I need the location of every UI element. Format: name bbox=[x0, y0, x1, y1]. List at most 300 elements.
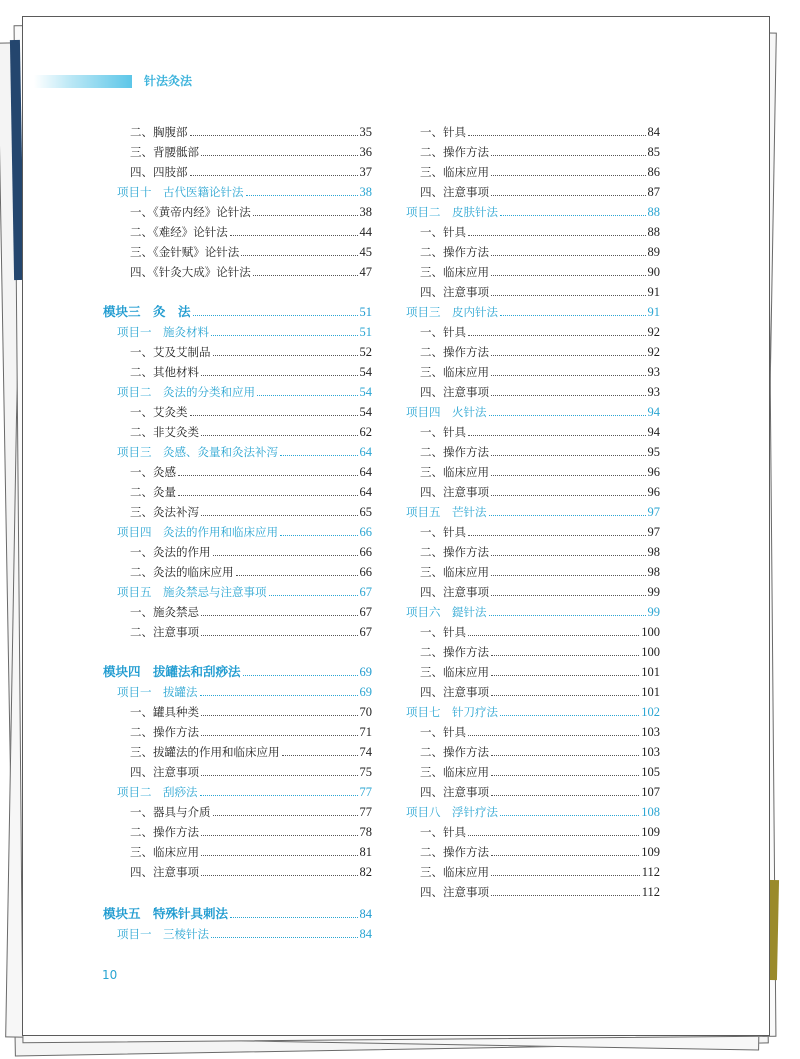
toc-entry-page-number: 84 bbox=[359, 927, 372, 941]
toc-entry[interactable] bbox=[420, 783, 660, 801]
dot-leader bbox=[491, 174, 646, 176]
toc-project-heading[interactable] bbox=[117, 683, 372, 701]
toc-entry-page-number: 99 bbox=[647, 585, 660, 599]
toc-entry[interactable] bbox=[420, 463, 660, 481]
toc-entry-page-number: 54 bbox=[359, 365, 372, 379]
toc-entry-page-number: 66 bbox=[359, 565, 372, 579]
dot-leader bbox=[491, 874, 640, 876]
toc-project-heading[interactable] bbox=[117, 783, 372, 801]
toc-entry-page-number: 69 bbox=[359, 685, 372, 699]
toc-entry[interactable] bbox=[130, 223, 372, 241]
dot-leader bbox=[236, 574, 358, 576]
toc-entry[interactable] bbox=[130, 823, 372, 841]
dot-leader bbox=[491, 154, 646, 156]
toc-module-heading[interactable] bbox=[103, 905, 372, 923]
toc-entry[interactable] bbox=[420, 283, 660, 301]
toc-entry-label: 三、临床应用 bbox=[420, 265, 489, 279]
dot-leader bbox=[241, 254, 357, 256]
dot-leader bbox=[491, 374, 646, 376]
dot-leader bbox=[491, 594, 646, 596]
toc-entry-label: 四、注意事项 bbox=[420, 685, 489, 699]
toc-entry-page-number: 81 bbox=[359, 845, 372, 859]
toc-entry-page-number: 109 bbox=[641, 845, 660, 859]
dot-leader bbox=[246, 194, 358, 196]
dot-leader bbox=[230, 916, 357, 918]
dot-leader bbox=[468, 534, 646, 536]
toc-entry-label: 一、罐具种类 bbox=[130, 705, 199, 719]
toc-entry[interactable] bbox=[420, 543, 660, 561]
dot-leader bbox=[500, 814, 639, 816]
toc-entry-page-number: 92 bbox=[647, 345, 660, 359]
toc-entry-page-number: 101 bbox=[641, 665, 660, 679]
toc-entry-label: 三、临床应用 bbox=[420, 465, 489, 479]
toc-entry-label: 四、注意事项 bbox=[420, 285, 489, 299]
dot-leader bbox=[211, 936, 358, 938]
toc-entry-page-number: 87 bbox=[647, 185, 660, 199]
toc-entry-label: 二、操作方法 bbox=[420, 745, 489, 759]
toc-entry-label: 四、注意事项 bbox=[130, 865, 199, 879]
toc-entry[interactable] bbox=[130, 743, 372, 761]
toc-entry-page-number: 67 bbox=[359, 625, 372, 639]
toc-entry-label: 项目八 浮针疗法 bbox=[406, 805, 498, 819]
toc-entry-page-number: 47 bbox=[359, 265, 372, 279]
toc-entry-page-number: 96 bbox=[647, 465, 660, 479]
toc-entry-label: 项目十 古代医籍论针法 bbox=[117, 185, 244, 199]
dot-leader bbox=[190, 134, 358, 136]
toc-entry-label: 项目四 灸法的作用和临床应用 bbox=[117, 525, 278, 539]
toc-entry-page-number: 84 bbox=[647, 125, 660, 139]
toc-entry-label: 项目一 施灸材料 bbox=[117, 325, 209, 339]
toc-entry[interactable] bbox=[420, 763, 660, 781]
toc-entry-page-number: 64 bbox=[359, 465, 372, 479]
running-header-title: 针法灸法 bbox=[144, 74, 193, 88]
toc-entry[interactable] bbox=[130, 843, 372, 861]
toc-entry[interactable] bbox=[130, 723, 372, 741]
toc-entry[interactable] bbox=[130, 543, 372, 561]
toc-entry-page-number: 64 bbox=[359, 485, 372, 499]
dot-leader bbox=[280, 534, 358, 536]
toc-entry-page-number: 95 bbox=[647, 445, 660, 459]
toc-entry-page-number: 51 bbox=[359, 325, 372, 339]
header-accent-bar bbox=[34, 75, 132, 88]
dot-leader bbox=[230, 234, 358, 236]
toc-entry-label: 一、灸法的作用 bbox=[130, 545, 211, 559]
toc-project-heading[interactable] bbox=[406, 303, 660, 321]
toc-entry-page-number: 54 bbox=[359, 385, 372, 399]
toc-entry-label: 二、操作方法 bbox=[130, 825, 199, 839]
toc-entry[interactable] bbox=[420, 443, 660, 461]
toc-entry-label: 三、背腰骶部 bbox=[130, 145, 199, 159]
dot-leader bbox=[500, 714, 639, 716]
toc-entry[interactable] bbox=[130, 703, 372, 721]
toc-entry-page-number: 51 bbox=[359, 305, 372, 319]
toc-entry-label: 二、胸腹部 bbox=[130, 125, 188, 139]
dot-leader bbox=[178, 474, 358, 476]
dot-leader bbox=[201, 874, 358, 876]
toc-entry[interactable] bbox=[130, 563, 372, 581]
toc-entry[interactable] bbox=[420, 623, 660, 641]
toc-entry-label: 一、针具 bbox=[420, 325, 466, 339]
toc-entry-page-number: 101 bbox=[641, 685, 660, 699]
toc-entry-page-number: 62 bbox=[359, 425, 372, 439]
toc-entry-label: 二、操作方法 bbox=[420, 645, 489, 659]
toc-entry-label: 一、《黄帝内经》论针法 bbox=[130, 205, 251, 219]
toc-entry-label: 四、《针灸大成》论针法 bbox=[130, 265, 251, 279]
toc-project-heading[interactable] bbox=[406, 803, 660, 821]
dot-leader bbox=[491, 694, 639, 696]
dot-leader bbox=[491, 474, 646, 476]
toc-entry-page-number: 54 bbox=[359, 405, 372, 419]
toc-entry[interactable] bbox=[420, 323, 660, 341]
toc-entry-label: 项目一 三棱针法 bbox=[117, 927, 209, 941]
toc-entry-page-number: 107 bbox=[641, 785, 660, 799]
toc-entry-page-number: 98 bbox=[647, 545, 660, 559]
toc-entry-label: 三、临床应用 bbox=[420, 565, 489, 579]
toc-entry-label: 项目二 刮痧法 bbox=[117, 785, 198, 799]
toc-entry-page-number: 88 bbox=[647, 225, 660, 239]
toc-entry[interactable] bbox=[130, 603, 372, 621]
toc-entry-label: 项目七 针刀疗法 bbox=[406, 705, 498, 719]
page-number: 10 bbox=[102, 968, 118, 982]
dot-leader bbox=[491, 794, 639, 796]
toc-entry-page-number: 65 bbox=[359, 505, 372, 519]
toc-entry[interactable] bbox=[420, 423, 660, 441]
dot-leader bbox=[213, 354, 358, 356]
toc-entry-label: 四、注意事项 bbox=[130, 765, 199, 779]
toc-entry[interactable] bbox=[420, 183, 660, 201]
toc-entry[interactable] bbox=[130, 123, 372, 141]
toc-entry-label: 一、艾灸类 bbox=[130, 405, 188, 419]
toc-project-heading[interactable] bbox=[117, 925, 372, 943]
toc-entry-label: 三、临床应用 bbox=[420, 365, 489, 379]
toc-entry-label: 模块三 灸 法 bbox=[103, 304, 191, 319]
toc-entry-label: 一、器具与介质 bbox=[130, 805, 211, 819]
toc-entry[interactable] bbox=[420, 523, 660, 541]
dot-leader bbox=[468, 334, 646, 336]
toc-entry-label: 四、注意事项 bbox=[420, 785, 489, 799]
dot-leader bbox=[201, 434, 358, 436]
toc-entry[interactable] bbox=[130, 623, 372, 641]
toc-entry-label: 一、针具 bbox=[420, 825, 466, 839]
toc-entry-page-number: 74 bbox=[359, 745, 372, 759]
toc-entry[interactable] bbox=[420, 123, 660, 141]
toc-entry[interactable] bbox=[130, 143, 372, 161]
dot-leader bbox=[190, 414, 358, 416]
toc-entry-page-number: 97 bbox=[647, 525, 660, 539]
toc-entry-page-number: 91 bbox=[647, 285, 660, 299]
toc-entry-page-number: 103 bbox=[641, 725, 660, 739]
toc-entry-page-number: 75 bbox=[359, 765, 372, 779]
toc-entry[interactable] bbox=[420, 243, 660, 261]
dot-leader bbox=[491, 274, 646, 276]
dot-leader bbox=[491, 354, 646, 356]
toc-module-heading[interactable] bbox=[103, 663, 372, 681]
toc-entry[interactable] bbox=[130, 403, 372, 421]
toc-entry-page-number: 94 bbox=[647, 425, 660, 439]
toc-entry-page-number: 103 bbox=[641, 745, 660, 759]
dot-leader bbox=[193, 314, 358, 316]
toc-entry-label: 二、操作方法 bbox=[420, 245, 489, 259]
dot-leader bbox=[468, 834, 639, 836]
dot-leader bbox=[491, 854, 639, 856]
toc-entry-page-number: 97 bbox=[647, 505, 660, 519]
dot-leader bbox=[257, 394, 358, 396]
toc-entry-page-number: 100 bbox=[641, 645, 660, 659]
toc-entry-page-number: 86 bbox=[647, 165, 660, 179]
toc-entry[interactable] bbox=[420, 863, 660, 881]
toc-entry[interactable] bbox=[420, 163, 660, 181]
toc-entry-label: 二、操作方法 bbox=[420, 145, 489, 159]
toc-entry-label: 三、灸法补泻 bbox=[130, 505, 199, 519]
toc-project-heading[interactable] bbox=[406, 203, 660, 221]
toc-entry-page-number: 85 bbox=[647, 145, 660, 159]
toc-entry-label: 四、四肢部 bbox=[130, 165, 188, 179]
toc-entry-label: 二、操作方法 bbox=[420, 445, 489, 459]
toc-entry-page-number: 35 bbox=[359, 125, 372, 139]
toc-entry-label: 一、针具 bbox=[420, 225, 466, 239]
toc-entry-page-number: 78 bbox=[359, 825, 372, 839]
dot-leader bbox=[201, 714, 358, 716]
toc-entry-page-number: 90 bbox=[647, 265, 660, 279]
toc-entry-page-number: 108 bbox=[641, 805, 660, 819]
toc-entry-label: 二、操作方法 bbox=[420, 345, 489, 359]
toc-entry-page-number: 91 bbox=[647, 305, 660, 319]
toc-entry[interactable] bbox=[420, 723, 660, 741]
dot-leader bbox=[468, 734, 639, 736]
toc-entry-label: 二、其他材料 bbox=[130, 365, 199, 379]
toc-entry-label: 一、灸感 bbox=[130, 465, 176, 479]
toc-entry-label: 一、针具 bbox=[420, 725, 466, 739]
toc-entry[interactable] bbox=[130, 503, 372, 521]
toc-entry-page-number: 66 bbox=[359, 525, 372, 539]
toc-project-heading[interactable] bbox=[117, 323, 372, 341]
toc-entry[interactable] bbox=[130, 343, 372, 361]
toc-entry-page-number: 94 bbox=[647, 405, 660, 419]
toc-entry-label: 三、《金针赋》论针法 bbox=[130, 245, 240, 259]
toc-entry-label: 三、临床应用 bbox=[420, 165, 489, 179]
toc-entry[interactable] bbox=[130, 203, 372, 221]
toc-entry[interactable] bbox=[130, 243, 372, 261]
toc-entry-page-number: 52 bbox=[359, 345, 372, 359]
toc-entry[interactable] bbox=[420, 583, 660, 601]
toc-project-heading[interactable] bbox=[117, 523, 372, 541]
toc-entry-label: 一、施灸禁忌 bbox=[130, 605, 199, 619]
toc-project-heading[interactable] bbox=[406, 603, 660, 621]
toc-entry-label: 二、灸量 bbox=[130, 485, 176, 499]
toc-entry[interactable] bbox=[130, 483, 372, 501]
dot-leader bbox=[253, 274, 358, 276]
toc-project-heading[interactable] bbox=[117, 383, 372, 401]
toc-entry-label: 三、临床应用 bbox=[420, 865, 489, 879]
dot-leader bbox=[491, 394, 646, 396]
toc-entry-page-number: 67 bbox=[359, 585, 372, 599]
toc-entry-page-number: 37 bbox=[359, 165, 372, 179]
toc-entry-page-number: 98 bbox=[647, 565, 660, 579]
toc-entry[interactable] bbox=[420, 743, 660, 761]
dot-leader bbox=[201, 514, 358, 516]
toc-entry-page-number: 112 bbox=[641, 885, 660, 899]
toc-entry-page-number: 88 bbox=[647, 205, 660, 219]
toc-entry-label: 模块四 拔罐法和刮痧法 bbox=[103, 664, 241, 679]
toc-project-heading[interactable] bbox=[117, 183, 372, 201]
dot-leader bbox=[178, 494, 358, 496]
toc-entry-page-number: 100 bbox=[641, 625, 660, 639]
dot-leader bbox=[491, 754, 639, 756]
dot-leader bbox=[201, 614, 358, 616]
toc-entry-label: 项目三 灸感、灸量和灸法补泻 bbox=[117, 445, 278, 459]
dot-leader bbox=[190, 174, 358, 176]
dot-leader bbox=[500, 314, 646, 316]
toc-module-heading[interactable] bbox=[103, 303, 372, 321]
toc-entry[interactable] bbox=[130, 863, 372, 881]
toc-entry-page-number: 45 bbox=[359, 245, 372, 259]
toc-entry-label: 一、针具 bbox=[420, 625, 466, 639]
toc-entry-page-number: 38 bbox=[359, 205, 372, 219]
toc-entry-page-number: 70 bbox=[359, 705, 372, 719]
dot-leader bbox=[491, 674, 639, 676]
dot-leader bbox=[491, 254, 646, 256]
toc-entry[interactable] bbox=[420, 363, 660, 381]
dot-leader bbox=[489, 414, 646, 416]
dot-leader bbox=[201, 834, 358, 836]
toc-entry-page-number: 93 bbox=[647, 385, 660, 399]
toc-entry[interactable] bbox=[420, 563, 660, 581]
toc-entry-label: 二、注意事项 bbox=[130, 625, 199, 639]
toc-entry-page-number: 77 bbox=[359, 785, 372, 799]
toc-project-heading[interactable] bbox=[117, 443, 372, 461]
toc-entry[interactable] bbox=[420, 883, 660, 901]
toc-entry-page-number: 99 bbox=[647, 605, 660, 619]
dot-leader bbox=[489, 514, 646, 516]
toc-entry[interactable] bbox=[420, 143, 660, 161]
toc-entry-label: 四、注意事项 bbox=[420, 885, 489, 899]
toc-entry-page-number: 112 bbox=[641, 865, 660, 879]
toc-entry-page-number: 71 bbox=[359, 725, 372, 739]
toc-entry-label: 二、操作方法 bbox=[420, 845, 489, 859]
toc-entry-page-number: 105 bbox=[641, 765, 660, 779]
toc-entry-page-number: 38 bbox=[359, 185, 372, 199]
toc-entry-label: 项目六 鍉针法 bbox=[406, 605, 487, 619]
toc-entry[interactable] bbox=[130, 463, 372, 481]
toc-entry-label: 一、针具 bbox=[420, 525, 466, 539]
dot-leader bbox=[243, 674, 358, 676]
toc-project-heading[interactable] bbox=[406, 403, 660, 421]
dot-leader bbox=[253, 214, 358, 216]
dot-leader bbox=[211, 334, 358, 336]
toc-entry-label: 二、操作方法 bbox=[420, 545, 489, 559]
toc-entry-label: 四、注意事项 bbox=[420, 585, 489, 599]
toc-entry-page-number: 92 bbox=[647, 325, 660, 339]
toc-entry[interactable] bbox=[420, 483, 660, 501]
toc-entry-label: 三、临床应用 bbox=[130, 845, 199, 859]
dot-leader bbox=[468, 234, 646, 236]
dot-leader bbox=[491, 194, 646, 196]
toc-entry-page-number: 69 bbox=[359, 665, 372, 679]
toc-entry-label: 四、注意事项 bbox=[420, 185, 489, 199]
dot-leader bbox=[201, 154, 358, 156]
toc-entry[interactable] bbox=[130, 263, 372, 281]
toc-entry-page-number: 96 bbox=[647, 485, 660, 499]
toc-project-heading[interactable] bbox=[406, 703, 660, 721]
toc-entry-label: 一、针具 bbox=[420, 125, 466, 139]
dot-leader bbox=[282, 754, 358, 756]
toc-entry-label: 项目五 施灸禁忌与注意事项 bbox=[117, 585, 267, 599]
toc-project-heading[interactable] bbox=[406, 503, 660, 521]
toc-entry-label: 二、非艾灸类 bbox=[130, 425, 199, 439]
toc-entry[interactable] bbox=[130, 423, 372, 441]
dot-leader bbox=[491, 454, 646, 456]
dot-leader bbox=[491, 574, 646, 576]
dot-leader bbox=[201, 374, 358, 376]
toc-entry[interactable] bbox=[420, 223, 660, 241]
dot-leader bbox=[201, 634, 358, 636]
toc-entry-label: 三、临床应用 bbox=[420, 765, 489, 779]
toc-entry-page-number: 84 bbox=[359, 907, 372, 921]
toc-entry-page-number: 109 bbox=[641, 825, 660, 839]
toc-entry-page-number: 64 bbox=[359, 445, 372, 459]
toc-entry-page-number: 44 bbox=[359, 225, 372, 239]
dot-leader bbox=[491, 554, 646, 556]
dot-leader bbox=[491, 654, 639, 656]
dot-leader bbox=[491, 294, 646, 296]
toc-entry[interactable] bbox=[130, 803, 372, 821]
toc-project-heading[interactable] bbox=[117, 583, 372, 601]
dot-leader bbox=[280, 454, 358, 456]
dot-leader bbox=[213, 814, 358, 816]
toc-entry-label: 模块五 特殊针具刺法 bbox=[103, 906, 229, 921]
toc-entry[interactable] bbox=[130, 163, 372, 181]
toc-entry-label: 二、操作方法 bbox=[130, 725, 199, 739]
dot-leader bbox=[491, 494, 646, 496]
dot-leader bbox=[200, 794, 358, 796]
toc-entry-page-number: 82 bbox=[359, 865, 372, 879]
toc-entry[interactable] bbox=[420, 823, 660, 841]
toc-entry-label: 项目三 皮内针法 bbox=[406, 305, 498, 319]
toc-entry[interactable] bbox=[420, 643, 660, 661]
toc-entry-label: 二、灸法的临床应用 bbox=[130, 565, 234, 579]
dot-leader bbox=[491, 774, 639, 776]
toc-entry-label: 一、针具 bbox=[420, 425, 466, 439]
toc-entry[interactable] bbox=[130, 363, 372, 381]
dot-leader bbox=[491, 894, 640, 896]
toc-entry-page-number: 77 bbox=[359, 805, 372, 819]
dot-leader bbox=[213, 554, 358, 556]
toc-entry[interactable] bbox=[130, 763, 372, 781]
toc-entry[interactable] bbox=[420, 683, 660, 701]
toc-entry[interactable] bbox=[420, 663, 660, 681]
toc-entry-page-number: 89 bbox=[647, 245, 660, 259]
toc-entry-label: 项目四 火针法 bbox=[406, 405, 487, 419]
toc-entry-page-number: 67 bbox=[359, 605, 372, 619]
toc-entry-page-number: 102 bbox=[641, 705, 660, 719]
toc-entry-label: 项目一 拔罐法 bbox=[117, 685, 198, 699]
toc-entry-label: 项目二 皮肤针法 bbox=[406, 205, 498, 219]
dot-leader bbox=[500, 214, 646, 216]
dot-leader bbox=[201, 734, 358, 736]
toc-entry-label: 四、注意事项 bbox=[420, 485, 489, 499]
toc-entry-label: 四、注意事项 bbox=[420, 385, 489, 399]
dot-leader bbox=[269, 594, 358, 596]
toc-entry-label: 三、临床应用 bbox=[420, 665, 489, 679]
dot-leader bbox=[468, 134, 646, 136]
toc-entry[interactable] bbox=[420, 263, 660, 281]
toc-entry[interactable] bbox=[420, 843, 660, 861]
dot-leader bbox=[200, 694, 358, 696]
dot-leader bbox=[201, 854, 358, 856]
toc-entry[interactable] bbox=[420, 343, 660, 361]
toc-entry-page-number: 66 bbox=[359, 545, 372, 559]
toc-entry[interactable] bbox=[420, 383, 660, 401]
